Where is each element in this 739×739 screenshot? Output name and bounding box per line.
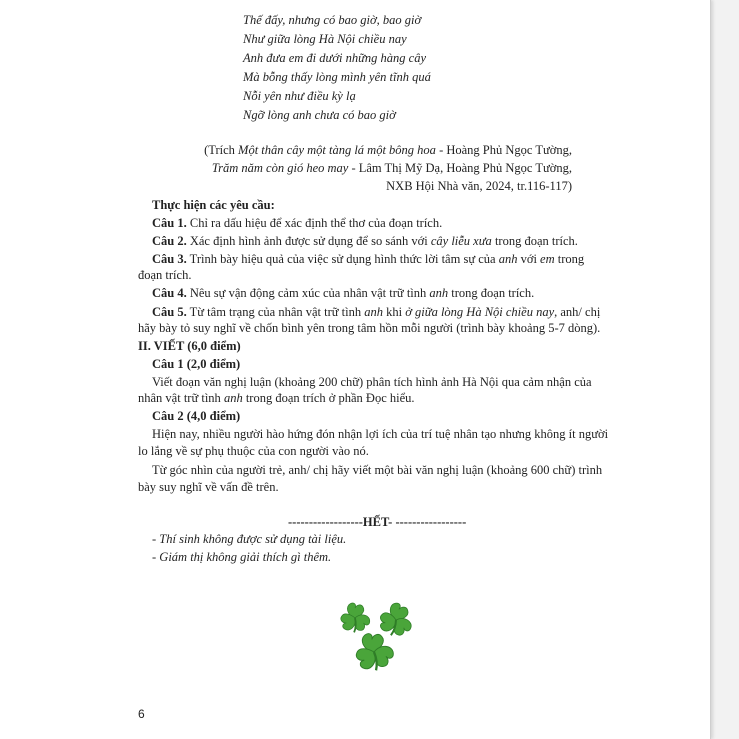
essay-1-heading: Câu 1 (2,0 điểm) [152,357,241,371]
question-2: Câu 2. Xác định hình ảnh được sử dụng để so sánh với cây liễu xưa trong đoạn trích. [152,234,578,248]
citation-line-2: Trăm năm còn gió heo may - Lâm Thị Mỹ Dạ, Hoàng Phủ Ngọc Tường, [211,161,572,175]
clover-large [349,629,399,674]
exam-note: - Thí sinh không được sử dụng tài liệu. [152,532,347,546]
essay-2-line: Từ góc nhìn của người trẻ, anh/ chị hãy viết một bài văn nghị luận (khoảng 600 chữ) trình [152,463,603,477]
page-number: 6 [138,707,145,721]
poem-line: Anh đưa em đi dưới những hàng cây [243,51,427,65]
clover-small [338,603,372,633]
citation-line-3: NXB Hội Nhà văn, 2024, tr.116-117) [386,179,572,193]
question-3-cont: đoạn trích. [138,268,192,282]
essay-2-line: Hiện nay, nhiều người hào hứng đón nhận lợi ích của trí tuệ nhân tạo nhưng không ít người [152,427,609,441]
essay-2-line: bày suy nghĩ về vấn đề trên. [138,480,279,494]
tasks-heading: Thực hiện các yêu cầu: [152,198,275,212]
essay-2-line: lo lắng về sự phụ thuộc của con người vào nó. [138,444,369,458]
section-heading: II. VIẾT (6,0 điểm) [138,339,241,353]
poem-line: Ngỡ lòng anh chưa có bao giờ [243,108,396,122]
question-5-cont: hãy bày tỏ suy nghĩ về chốn bình yên trong tâm hồn mỗi người (trình bày khoảng 5-7 dòng). [138,321,601,335]
question-5: Câu 5. Từ tâm trạng của nhân vật trữ tình anh khi ở giữa lòng Hà Nội chiều nay, anh/ chị [152,305,601,319]
poem-line: Thế đấy, nhưng có bao giờ, bao giờ [243,13,422,27]
end-mark: ------------------HẾT- ----------------- [288,515,467,529]
essay-1-line: Viết đoạn văn nghị luận (khoảng 200 chữ) phân tích hình ảnh Hà Nội qua cảm nhận của [152,375,592,389]
poem-line: Mà bỗng thấy lòng mình yên tĩnh quá [243,70,431,84]
essay-1-line: nhân vật trữ tình anh trong đoạn trích ở phần Đọc hiểu. [138,391,415,405]
question-1: Câu 1. Chỉ ra dấu hiệu để xác định thể thơ của đoạn trích. [152,216,443,230]
question-4: Câu 4. Nêu sự vận động cảm xúc của nhân vật trữ tình anh trong đoạn trích. [152,286,535,300]
citation-line-1: (Trích Một thân cây một tàng lá một bông hoa - Hoàng Phủ Ngọc Tường, [204,143,572,157]
clover-icon [338,600,418,675]
essay-2-heading: Câu 2 (4,0 điểm) [152,409,241,423]
poem-line: Như giữa lòng Hà Nội chiều nay [243,32,407,46]
exam-note: - Giám thị không giải thích gì thêm. [152,550,332,564]
poem-line: Nỗi yên như điều kỳ lạ [243,89,356,103]
question-3: Câu 3. Trình bày hiệu quả của việc sử dụng hình thức lời tâm sự của anh với em trong [152,252,585,266]
